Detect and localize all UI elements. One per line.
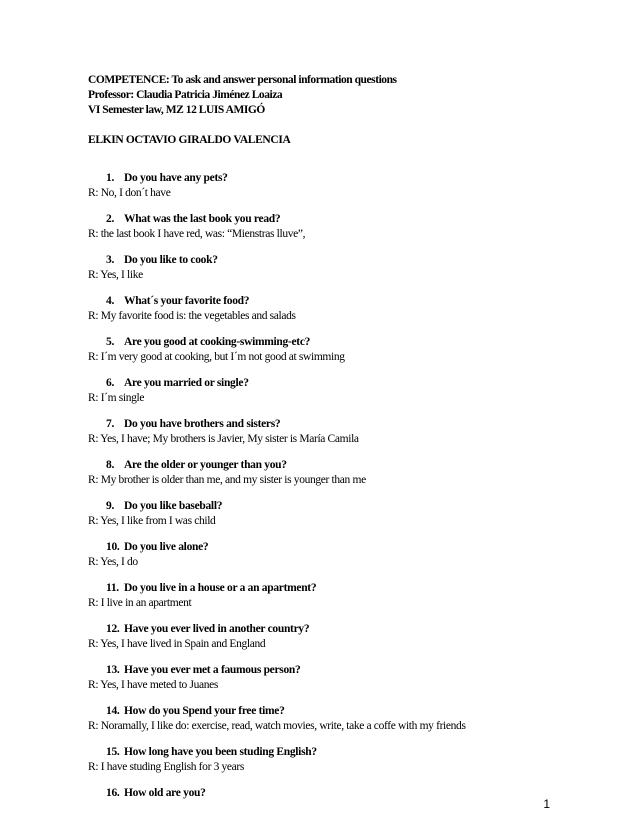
question-text: How do you Spend your free time? <box>124 705 285 717</box>
question <box>88 499 568 514</box>
qa-item <box>88 540 568 581</box>
question-text: Are you married or single? <box>124 377 249 389</box>
question <box>88 294 568 309</box>
question-answer-list <box>88 171 568 827</box>
question <box>88 622 568 637</box>
question-number: 13. <box>106 664 120 676</box>
qa-item <box>88 663 568 704</box>
qa-item <box>88 745 568 786</box>
question-text: Do you have brothers and sisters? <box>124 418 281 430</box>
qa-item <box>88 786 568 827</box>
question-text: Do you like baseball? <box>124 500 223 512</box>
question-text: Do you live in a house or a an apartment? <box>124 582 317 594</box>
question-number: 10. <box>106 541 120 553</box>
answer: R: My brother is older than me, and my sister is younger than me <box>88 474 366 486</box>
question-number: 8. <box>106 459 115 471</box>
qa-item <box>88 376 568 417</box>
answer: R: I live in an apartment <box>88 597 192 609</box>
question <box>88 212 568 227</box>
question <box>88 335 568 350</box>
question-text: Have you ever lived in another country? <box>124 623 310 635</box>
question-text: Are the older or younger than you? <box>124 459 287 471</box>
qa-item <box>88 458 568 499</box>
qa-item <box>88 622 568 663</box>
answer: R: My favorite food is: the vegetables and salads <box>88 310 296 322</box>
answer: R: Yes, I have; My brothers is Javier, My sister is María Camila <box>88 433 359 445</box>
qa-item <box>88 417 568 458</box>
question-text: How old are you? <box>124 787 206 799</box>
qa-item <box>88 704 568 745</box>
question <box>88 253 568 268</box>
question-number: 4. <box>106 295 115 307</box>
answer: R: Yes, I do <box>88 556 138 568</box>
document-page <box>88 73 568 827</box>
answer: R: the last book I have red, was: “Mienstras lluve”, <box>88 228 306 240</box>
question-number: 2. <box>106 213 115 225</box>
question-number: 9. <box>106 500 115 512</box>
professor-line: Professor: Claudia Patricia Jiménez Loaiza <box>88 89 283 101</box>
question-number: 12. <box>106 623 120 635</box>
answer: R: No, I don´t have <box>88 187 171 199</box>
answer: R: I have studing English for 3 years <box>88 761 245 773</box>
qa-item <box>88 294 568 335</box>
question-number: 1. <box>106 172 115 184</box>
qa-item <box>88 171 568 212</box>
qa-item <box>88 253 568 294</box>
answer: R: Yes, I have lived in Spain and England <box>88 638 266 650</box>
question-number: 6. <box>106 377 115 389</box>
question-number: 14. <box>106 705 120 717</box>
question <box>88 458 568 473</box>
question-text: Do you live alone? <box>124 541 209 553</box>
question <box>88 581 568 596</box>
question <box>88 540 568 555</box>
question-number: 3. <box>106 254 115 266</box>
qa-item <box>88 335 568 376</box>
question-text: What´s your favorite food? <box>124 295 250 307</box>
question <box>88 417 568 432</box>
answer: R: Yes, I like from I was child <box>88 515 216 527</box>
answer: R: Noramally, I like do: exercise, read, watch movies, write, take a coffe with my friends <box>88 720 466 732</box>
question <box>88 745 568 760</box>
question-text: Have you ever met a faumous person? <box>124 664 301 676</box>
answer: R: Yes, I like <box>88 269 143 281</box>
answer: R: I´m very good at cooking, but I´m not good at swimming <box>88 351 345 363</box>
qa-item <box>88 212 568 253</box>
answer: R: Yes, I have meted to Juanes <box>88 679 219 691</box>
question <box>88 786 568 801</box>
question-number: 16. <box>106 787 120 799</box>
competence-heading: COMPETENCE: To ask and answer personal information questions <box>88 74 397 86</box>
qa-item <box>88 499 568 540</box>
answer: R: I´m single <box>88 392 145 404</box>
question <box>88 376 568 391</box>
question <box>88 171 568 186</box>
question <box>88 663 568 678</box>
question-text: Do you have any pets? <box>124 172 228 184</box>
semester-line: VI Semester law, MZ 12 LUIS AMIGÓ <box>88 104 265 116</box>
question-text: What was the last book you read? <box>124 213 281 225</box>
question-number: 15. <box>106 746 120 758</box>
question-text: Are you good at cooking-swimming-etc? <box>124 336 311 348</box>
question <box>88 704 568 719</box>
question-number: 5. <box>106 336 115 348</box>
qa-item <box>88 581 568 622</box>
student-name: ELKIN OCTAVIO GIRALDO VALENCIA <box>88 134 291 146</box>
question-text: How long have you been studing English? <box>124 746 317 758</box>
question-text: Do you like to cook? <box>124 254 218 266</box>
question-number: 11. <box>106 582 119 594</box>
page-number: 1 <box>543 797 550 811</box>
question-number: 7. <box>106 418 115 430</box>
